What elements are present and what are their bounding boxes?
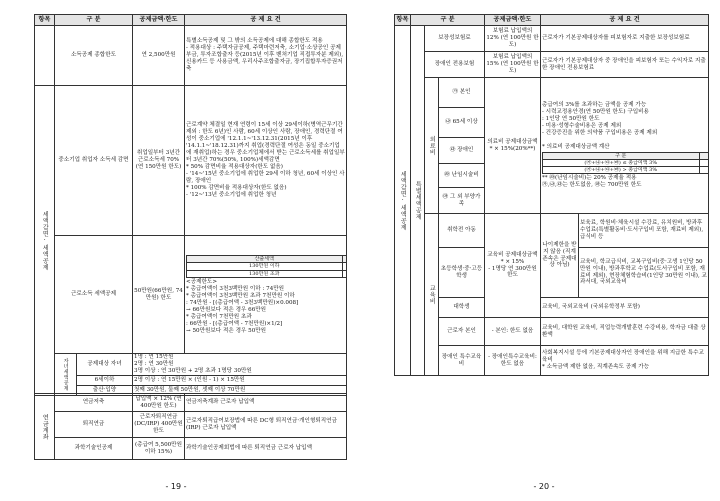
header-requirement: 공 제 요 건 — [541, 15, 709, 26]
table-row — [35, 354, 347, 376]
row-label: ㉯ 65세 이상 — [439, 108, 485, 138]
table-row — [35, 412, 347, 438]
row-requirement — [185, 236, 347, 354]
row-amount: - 장애인특수교육비: 한도 없음 — [485, 346, 541, 376]
deduction-table-p19 — [34, 14, 347, 396]
row-label: 6세이하 — [77, 375, 133, 385]
row-label: 중소기업 취업자 소득세 감면 — [55, 86, 133, 236]
group-label: 연금계좌 — [35, 394, 55, 460]
row-requirement: 연금저축계좌 근로자 납입액 — [185, 394, 347, 412]
medical-calc-subtable: 구 분 (㉮+㉯+㉰+㉱) ≤ 총급여액 3% (㉮+㉯+㉰+㉱) > 총급여액 3% — [542, 152, 709, 175]
row-amount: 50만원(66만원, 74만원) 한도 — [133, 236, 185, 354]
row-label: 대학생 — [439, 298, 485, 318]
row-label: 소득공제 종합한도 — [55, 26, 133, 86]
row-requirement: 근로자가 기본공제대상자 중 장애인을 피보험자 또는 수익자로 지출한 장애인 전용보험료 — [541, 52, 709, 78]
row-requirement: 특별소득공제 및 그 밖의 소득공제에 대해 종합한도 적용 - 적용대상 : 주택자금공제, 주택마련저축, 소기업·소상공인 공제부금, 투자조합출자 등(2015년 이후 벤처기업 직접투자분 제외), 신용카드 등 사용금액, 우리사주조합출자금, 장기집합투자증권저축 — [185, 26, 347, 86]
table-row — [395, 298, 709, 318]
header-amount: 공제금액·한도 — [485, 15, 541, 26]
row-requirement: 과학기술인공제회법에 따른 퇴직연금 근로자 납입액 — [185, 438, 347, 460]
table-header — [35, 15, 347, 26]
row-label: 보장성보험료 — [425, 26, 485, 52]
group-label-main: 특별세액공제 — [411, 26, 425, 376]
row-amount: 근로자퇴직연금(DC/IRP) 400만원 한도 — [133, 412, 185, 438]
middle-note: 나이제한을 받지 않음 (직계존속은 공제대상 아님) — [541, 214, 579, 298]
page-number: - 19 - — [165, 482, 187, 491]
medical-label: 의료비 — [425, 78, 439, 214]
header-item: 항목 — [395, 15, 411, 26]
header-requirement: 공 제 요 건 — [185, 15, 347, 26]
row-label: ㉮ 본인 — [439, 78, 485, 108]
table-row — [35, 438, 347, 460]
table-header — [395, 15, 709, 26]
table-row — [35, 236, 347, 354]
row-label: 근로소득 세액공제 — [55, 236, 133, 354]
row-requirement: 근로자가 기본공제대상자를 피보험자로 지출한 보장성보험료 — [541, 26, 709, 52]
table-row — [395, 52, 709, 78]
row-requirement: 첫째 30만원, 둘째 50만원, 셋째 이상 70만원 — [133, 385, 347, 395]
row-amount: 의료비 공제대상금액* × 15%(20%**) — [485, 78, 541, 214]
table-row — [395, 346, 709, 376]
table-row — [35, 86, 347, 236]
pension-table-p19 — [34, 393, 347, 460]
row-label: 초등학생·중·고등학생 — [439, 248, 485, 298]
education-label: 교육비 — [425, 214, 439, 376]
row-amount: - 본인: 한도 없음 — [485, 318, 541, 346]
row-label: 퇴직연금 — [55, 412, 133, 438]
row-requirement: 2명 이상 : 연 15만원 × (인원 - 1) × 15만원 — [133, 375, 347, 385]
table-row — [35, 394, 347, 412]
header-item: 항목 — [35, 15, 55, 26]
row-label: 출산·입양 — [77, 385, 133, 395]
deduction-table-p20 — [394, 14, 709, 376]
row-amount: (총급여 5,500만원 이하 15%) — [133, 438, 185, 460]
header-category: 구 분 — [55, 15, 133, 26]
table-row — [395, 318, 709, 346]
row-requirement: 1명 : 연 15만원 2명 : 연 30만원 3명 이상 : 연 30만원 + 2명 초과 1명당 30만원 — [133, 354, 347, 376]
row-label: 취학전 아동 — [439, 214, 485, 248]
row-amount: 납입액 × 12% (연 400만원 한도) — [133, 394, 185, 412]
deduction-limit-notes: <공제한도> * 총급여액이 3천3백만원 이하 : 74만원 * 총급여액이 3천3백만원 초과 7천만원 이하 : 74만원 - [(총급여액 - 3천3백만원)×0.008] → 66만원보다 적은 경우 66만원 * 총급여액이 7천만원 초과 : 66만원 - [(총급여액 - 7천만원)×1/2] → 50만원보다 적은 경우 50만원 — [186, 278, 299, 334]
page-number: - 20 - — [533, 482, 555, 491]
header-category: 구 분 — [411, 15, 485, 26]
row-amount: 보험료 납입액의 12% (연 100만원 한도) — [485, 26, 541, 52]
group-label-left: 세액감면·세액공제 — [395, 26, 411, 376]
table-row — [395, 214, 709, 248]
row-requirement: 교육비, 대학원 교육비, 직업능력개발훈련 수강비용, 학자금 대출 상환액 — [541, 318, 709, 346]
table-row — [35, 26, 347, 86]
row-label: 과학기술인공제 — [55, 438, 133, 460]
row-label: 공제대상 자녀 — [77, 354, 133, 376]
row-requirement: 보육료, 학원비·체육시설 수강료, 유치원비, 방과후 수업료(특별활동비·도서구입비 포함, 재료비 제외), 급식비 등 — [579, 214, 709, 248]
group-label: 세액감면·세액공제 — [35, 86, 55, 396]
row-requirement: 교육비, 국외교육비 (국외유학정부 포함) — [541, 298, 709, 318]
row-requirement: 교육비, 학교급식비, 교복구입비(중·고생 1인당 50만원 이내), 방과후학교 수업료(도서구입비 포함, 재료비 제외), 현장체험학습비(1인당 30만원 이내), 교과서대, 국외교육비 — [579, 248, 709, 298]
row-requirement: 총급여의 3%를 초과하는 금액을 공제 가능 - 시력교정용안경(연 50만원 한도) 구입비용 : 1인당 연 50만원 한도 - 미용·성형수술비용은 공제 제외 - 건강증진을 위한 의약품 구입비용은 공제 제외 * 의료비 공제대상금액 계산 구 분 (㉮+㉯+㉰+㉱) ≤ 총급여액 3% (㉮+㉯+㉰+㉱) > 총급여액 3% ** ㉱(난임시술비)는 20% 공제율 적용 ㉮,㉯,㉰는 한도없음, ㉲는 700만원 한도 — [541, 78, 709, 214]
row-amount: 연 2,500만원 — [133, 26, 185, 86]
page-20 — [368, 0, 720, 501]
row-label: 근로자 본인 — [439, 318, 485, 346]
row-label: 장애인 특수교육비 — [439, 346, 485, 376]
row-label: ㉱ 난임시술비 — [439, 164, 485, 188]
page-19 — [0, 0, 352, 501]
row-requirement: 근로자퇴직급여보장법에 따른 DC형 퇴직연금·개인형퇴직연금(IRP) 근로자 납입액 — [185, 412, 347, 438]
row-amount: 보험료 납입액의 15% (연 100만원 한도) — [485, 52, 541, 78]
table-row — [35, 375, 347, 385]
row-label: 연금저축 — [55, 394, 133, 412]
row-amount: 취업일부터 3년간 근로소득세 70% (연 150만원 한도) — [133, 86, 185, 236]
row-requirement: 근로계약 체결일 현재 연령이 15세 이상 29세이하(병역근무기간 제외 : 한도 6년)인 사람, 60세 이상인 사람, 장애인, 경력단절 여성이 중소기업에 '12.1.1~'13.12.31(2015년 이후 '14.1.1~'18.12.31)까지 취업(경력단절 여성은 동일 중소기업에 재취업)하는 경우 중소기업체에서 받는 근로소득세를 취업일부터 3년간 70%(50%, 100%)세액감면 * 50% 감면비율 적용대상자(한도 없음) - '14~'15년 중소기업에 취업한 29세 이하 청년, 60세 이상인 사람, 장애인 * 100% 감면비율 적용대상자(한도 없음) - '12~'13년 중소기업에 취업한 청년 — [185, 86, 347, 236]
header-amount: 공제금액·한도 — [133, 15, 185, 26]
tax-rate-subtable: 산출세액 130만원 이하 130만원 초과 — [186, 255, 347, 278]
table-row — [395, 78, 709, 108]
row-requirement: 사회복지시설 등에 기본공제대상자인 장애인을 위해 지급한 특수교육비 * 소득금액 제한 없음, 직계존속도 공제 가능 — [541, 346, 709, 376]
row-amount: 교육비 공제대상금액* × 15% - 1명당 연 300만원 한도 — [485, 214, 541, 318]
row-label: 장애인 전용보험 — [425, 52, 485, 78]
row-label: ㉲ 그 외 부양가족 — [439, 188, 485, 214]
row-label: ㉰ 장애인 — [439, 138, 485, 164]
table-row — [395, 26, 709, 52]
group-label: 자녀세액공제 — [55, 354, 77, 396]
